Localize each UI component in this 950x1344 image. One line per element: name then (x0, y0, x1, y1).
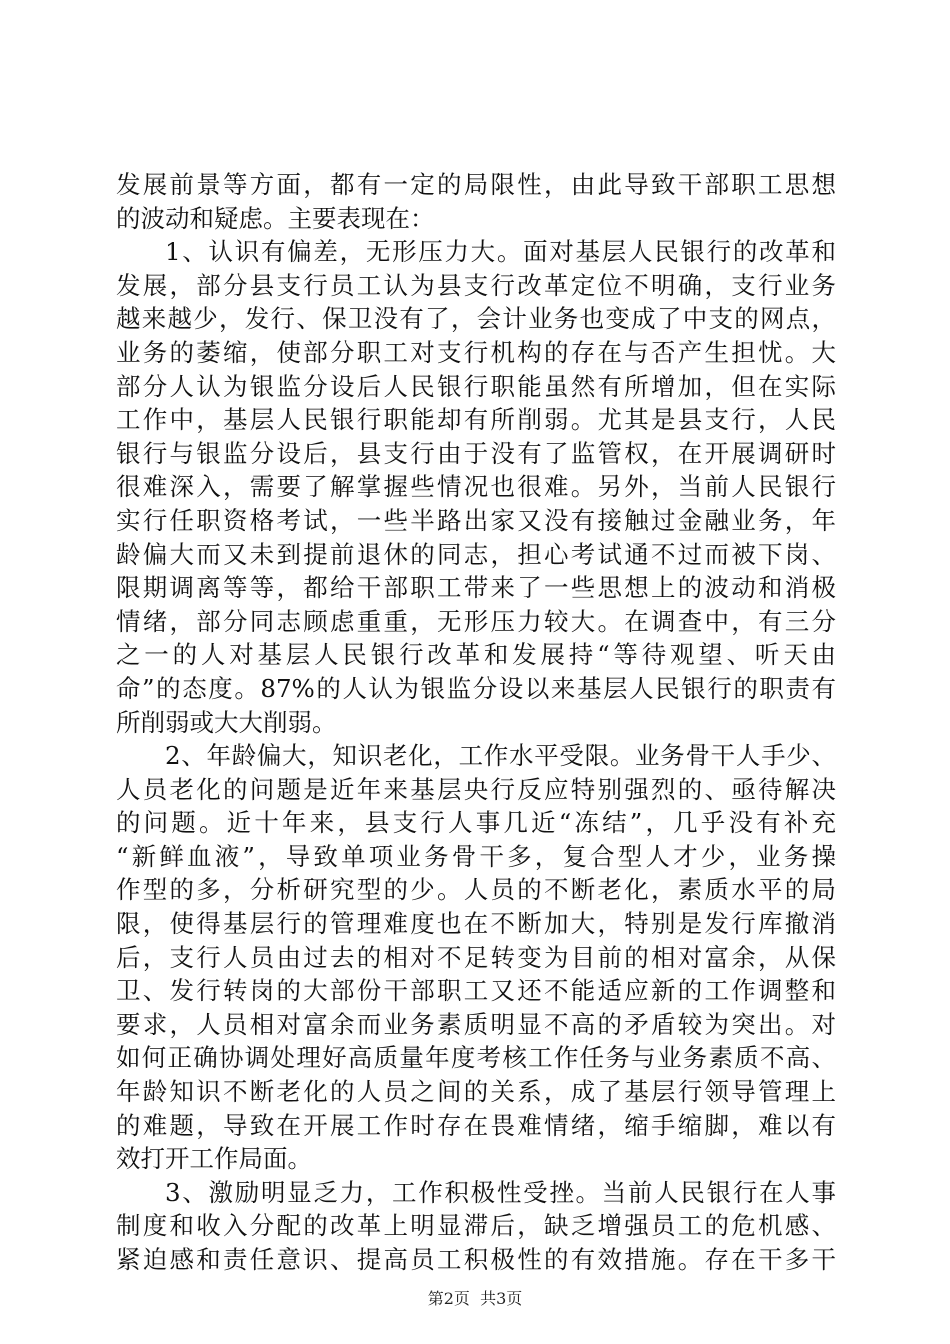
text-line: 年龄知识不断老化的人员之间的关系，成了基层行领导管理上 (116, 1077, 836, 1107)
text-line: 限，使得基层行的管理难度也在不断加大，特别是发行库撤消 (116, 909, 836, 939)
text-line: 2、年龄偏大，知识老化，工作水平受限。业务骨干人手少、 (165, 741, 836, 771)
text-line: 所削弱或大大削弱。 (116, 707, 337, 737)
text-line: 后，支行人员由过去的相对不足转变为目前的相对富余，从保 (116, 942, 836, 972)
text-line: 人员老化的问题是近年来基层央行反应特别强烈的、亟待解决 (116, 774, 836, 804)
text-line: 发展前景等方面，都有一定的局限性，由此导致干部职工思想 (116, 170, 836, 199)
text-line: 如何正确协调处理好高质量年度考核工作任务与业务素质不高、 (116, 1043, 836, 1073)
text-line: “新鲜血液”，导致单项业务骨干多，复合型人才少，业务操 (116, 841, 836, 871)
text-line: 紧迫感和责任意识、提高员工积极性的有效措施。存在干多干 (116, 1245, 836, 1274)
text-line: 龄偏大而又未到提前退休的同志，担心考试通不过而被下岗、 (116, 539, 836, 569)
text-line: 卫、发行转岗的大部份干部职工又还不能适应新的工作调整和 (116, 976, 836, 1006)
text-line: 命”的态度。87%的人认为银监分设以来基层人民银行的职责有 (116, 673, 836, 703)
text-line: 情绪，部分同志顾虑重重，无形压力较大。在调查中，有三分 (116, 606, 836, 636)
text-line: 之一的人对基层人民银行改革和发展持“等待观望、听天由 (116, 640, 836, 670)
text-line: 很难深入，需要了解掌握些情况也很难。另外，当前人民银行 (116, 472, 836, 502)
text-line: 部分人认为银监分设后人民银行职能虽然有所增加，但在实际 (116, 371, 836, 401)
text-line: 3、激励明显乏力，工作积极性受挫。当前人民银行在人事 (165, 1177, 836, 1207)
text-line: 的难题，导致在开展工作时存在畏难情绪，缩手缩脚，难以有 (116, 1110, 836, 1140)
text-line: 银行与银监分设后，县支行由于没有了监管权，在开展调研时 (116, 438, 836, 468)
text-line: 的波动和疑虑。主要表现在： (116, 203, 435, 233)
document-body (116, 168, 836, 1277)
text-line: 业务的萎缩，使部分职工对支行机构的存在与否产生担忧。大 (116, 337, 836, 367)
text-line: 工作中，基层人民银行职能却有所削弱。尤其是县支行，人民 (116, 405, 836, 435)
text-line: 作型的多，分析研究型的少。人员的不断老化，素质水平的局 (116, 875, 836, 905)
text-line: 要求，人员相对富余而业务素质明显不高的矛盾较为突出。对 (116, 1009, 836, 1039)
text-line: 效打开工作局面。 (116, 1144, 312, 1174)
page-footer (0, 1288, 950, 1310)
text-line: 1、认识有偏差，无形压力大。面对基层人民银行的改革和 (165, 237, 836, 267)
text-line: 实行任职资格考试，一些半路出家又没有接触过金融业务，年 (116, 505, 836, 535)
text-line: 制度和收入分配的改革上明显滞后，缺乏增强员工的危机感、 (116, 1211, 836, 1241)
text-line: 发展，部分县支行员工认为县支行改革定位不明确，支行业务 (116, 270, 836, 300)
text-line: 越来越少，发行、保卫没有了，会计业务也变成了中支的网点， (116, 304, 836, 334)
text-line: 限期调离等等，都给干部职工带来了一些思想上的波动和消极 (116, 573, 836, 603)
text-line: 的问题。近十年来，县支行人事几近“冻结”，几乎没有补充 (116, 808, 836, 838)
page-number-label: 第2页 共3页 (427, 1289, 523, 1308)
